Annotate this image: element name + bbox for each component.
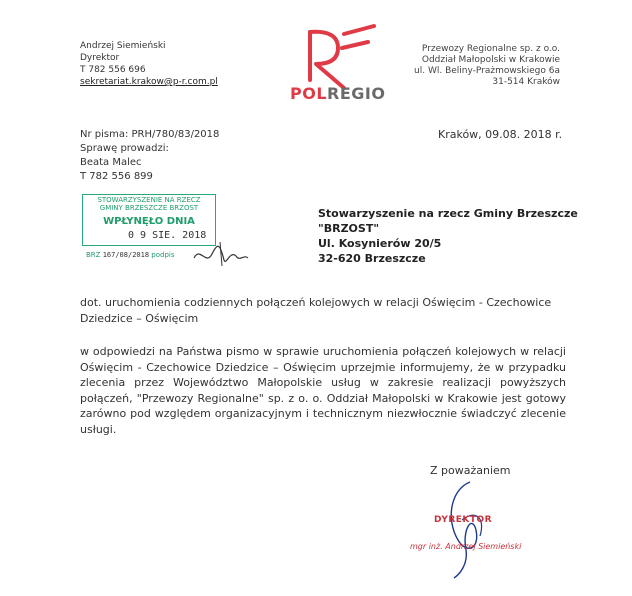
stamp-line-1: STOWARZYSZENIE NA RZECZ <box>97 196 201 204</box>
recipient-line-2: "BRZOST" <box>318 222 380 235</box>
sender-block <box>80 40 218 88</box>
stamp-received-date: 0 9 SIE. 2018 <box>128 230 207 241</box>
closing-phrase: Z poważaniem <box>430 464 511 477</box>
stamp-initials-icon <box>190 236 250 272</box>
stamp-registry-number: 167/08/2018 <box>102 251 150 259</box>
letter-subject: dot. uruchomienia codziennych połączeń kolejowych w relacji Oświęcim - Czechowice Dziedzice – Oświęcim <box>80 296 552 325</box>
stamp-registry <box>86 251 175 259</box>
logo-word-pol: POL <box>290 84 328 103</box>
signature-title: DYREKTOR <box>434 515 493 525</box>
reference-number: Nr pisma: PRH/780/83/2018 <box>80 129 220 140</box>
stamp-received-label: WPŁYNĘŁO DNIA <box>103 216 195 227</box>
stamp-registry-label: BRZ <box>86 251 101 259</box>
company-line-3: ul. Wl. Beliny-Prażmowskiego 6a <box>414 66 560 76</box>
handwritten-signature-icon <box>440 480 500 580</box>
sender-phone: T 782 556 696 <box>80 65 146 75</box>
sender-name: Andrzej Siemieński <box>80 41 166 51</box>
recipient-line-3: Ul. Kosynierów 20/5 <box>318 237 442 250</box>
company-line-4: 31-514 Kraków <box>492 77 560 87</box>
company-line-2: Oddział Małopolski w Krakowie <box>421 55 560 65</box>
signature-name: mgr inż. Andrzej Siemieński <box>410 542 522 551</box>
letter-date: Kraków, 09.08. 2018 r. <box>438 128 563 141</box>
stamp-line-2: GMINY BRZESZCZE BRZOST <box>99 204 199 212</box>
handled-by-label: Sprawę prowadzi: <box>80 143 169 154</box>
company-address <box>414 44 560 88</box>
sender-title: Dyrektor <box>80 53 120 63</box>
recipient-line-4: 32-620 Brzeszcze <box>318 252 426 265</box>
recipient-line-1: Stowarzyszenie na rzecz Gminy Brzeszcze <box>318 207 578 220</box>
logo-word-regio: REGIO <box>327 84 386 103</box>
company-line-1: Przewozy Regionalne sp. z o.o. <box>421 44 560 54</box>
recipient-address <box>318 206 578 266</box>
sender-email-link[interactable]: sekretariat.krakow@p-r.com.pl <box>80 77 218 87</box>
letter-body: w odpowiedzi na Państwa pismo w sprawie uruchomienia połączeń kolejowych w relacji Oświęcim - Czechowice Dziedzice – Oświęcim uprzejmie informujemy, że w przypadku zlecenia przez Województwo Małopolskie usług w zakresie realizacji powyższych połączeń, "Przewozy Regionalne" sp. z o. o. Oddział Małopolski w Krakowie jest gotowy zarówno pod względem organizacyjnym i technicznym niezwłocznie świadczyć zlecenie usługi. <box>80 345 566 436</box>
handler-phone: T 782 556 899 <box>80 171 153 182</box>
stamp-sign-label: podpis <box>151 251 175 259</box>
logo-wordmark <box>290 84 385 103</box>
handler-name: Beata Malec <box>80 157 142 168</box>
reference-block <box>80 128 219 184</box>
